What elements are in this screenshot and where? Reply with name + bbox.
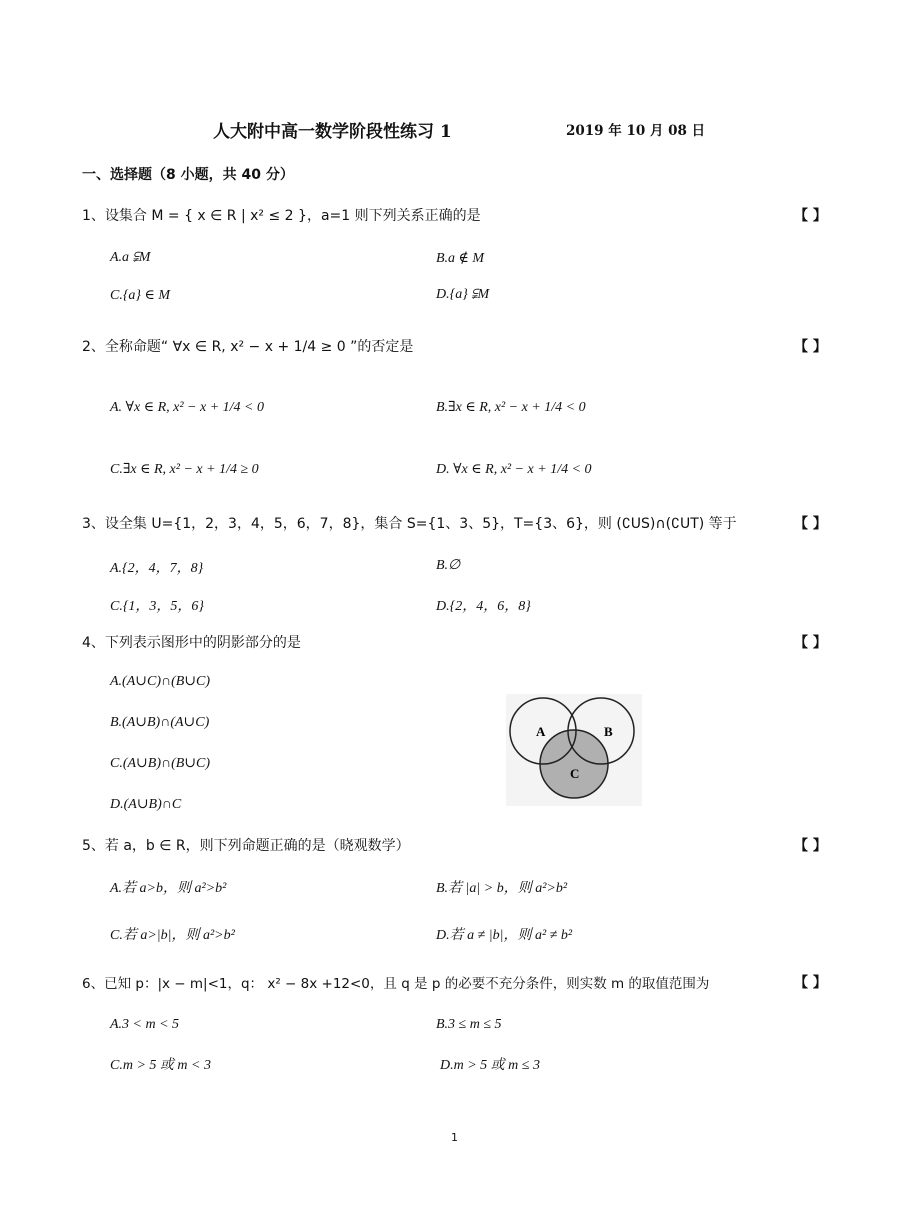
q4-option-a: A.(A∪C)∩(B∪C) — [110, 674, 211, 689]
question-4-stem: 4、下列表示图形中的阴影部分的是 — [82, 635, 301, 651]
question-1-stem: 1、设集合 M = { x ∈ R | x² ≤ 2 }，a=1 则下列关系正确的是 — [82, 208, 481, 224]
question-6-stem: 6、已知 p：|x − m|<1，q： x² − 8x +12<0，且 q 是 p 的必要不充分条件，则实数 m 的取值范围为 — [82, 976, 710, 992]
answer-bracket-1: 【 】 — [794, 208, 827, 224]
q1-option-a: A.a ⫋M — [110, 250, 151, 265]
q2-option-d: D. ∀x ∈ R, x² − x + 1/4 < 0 — [436, 462, 592, 477]
q6-option-a: A.3 < m < 5 — [110, 1017, 180, 1032]
q6-option-b: B.3 ≤ m ≤ 5 — [436, 1017, 502, 1032]
venn-diagram — [506, 694, 642, 806]
q4-option-b: B.(A∪B)∩(A∪C) — [110, 715, 210, 730]
answer-bracket-5: 【 】 — [794, 838, 827, 854]
question-3-stem: 3、设全集 U={1，2，3，4，5，6，7，8}，集合 S={1、3、5}，T={3、6}，则 (∁US)∩(∁UT) 等于 — [82, 516, 737, 532]
q2-option-b: B.∃x ∈ R, x² − x + 1/4 < 0 — [436, 400, 586, 415]
q1-option-b: B.a ∉ M — [436, 251, 485, 266]
q5-option-d: D.若 a ≠ |b|，则 a² ≠ b² — [436, 928, 573, 943]
exam-date: 2019 年 10 月 08 日 — [566, 123, 706, 139]
q6-option-c: C.m > 5 或 m < 3 — [110, 1058, 211, 1073]
q4-option-d: D.(A∪B)∩C — [110, 797, 182, 812]
q3-option-b: B.∅ — [436, 558, 461, 573]
q5-option-a: A.若 a>b，则 a²>b² — [110, 881, 227, 896]
page-number: 1 — [451, 1131, 458, 1144]
q6-option-d: D.m > 5 或 m ≤ 3 — [440, 1058, 540, 1073]
answer-bracket-4: 【 】 — [794, 635, 827, 651]
venn-label-a: A — [536, 724, 546, 739]
q5-option-c: C.若 a>|b|，则 a²>b² — [110, 928, 235, 943]
q2-option-a: A. ∀x ∈ R, x² − x + 1/4 < 0 — [110, 400, 264, 415]
q3-option-d: D.{2，4，6，8} — [436, 599, 531, 614]
q3-option-a: A.{2，4，7，8} — [110, 561, 204, 576]
q4-option-c: C.(A∪B)∩(B∪C) — [110, 756, 211, 771]
q3-option-c: C.{1，3，5，6} — [110, 599, 205, 614]
answer-bracket-3: 【 】 — [794, 516, 827, 532]
question-2-stem: 2、全称命题“ ∀x ∈ R, x² − x + 1/4 ≥ 0 ”的否定是 — [82, 339, 414, 355]
venn-label-b: B — [604, 724, 613, 739]
answer-bracket-2: 【 】 — [794, 339, 827, 355]
venn-label-c: C — [570, 766, 580, 781]
answer-bracket-6: 【 】 — [794, 975, 827, 991]
q1-option-c: C.{a} ∈ M — [110, 288, 171, 303]
q1-option-d: D.{a} ⫋M — [436, 287, 490, 302]
q2-option-c: C.∃x ∈ R, x² − x + 1/4 ≥ 0 — [110, 462, 259, 477]
section-heading: 一、选择题（8 小题，共 40 分） — [82, 167, 294, 183]
q5-option-b: B.若 |a| > b，则 a²>b² — [436, 881, 568, 896]
question-5-stem: 5、若 a，b ∈ R，则下列命题正确的是（晓观数学） — [82, 838, 410, 854]
page-title: 人大附中高一数学阶段性练习 1 — [213, 122, 452, 142]
